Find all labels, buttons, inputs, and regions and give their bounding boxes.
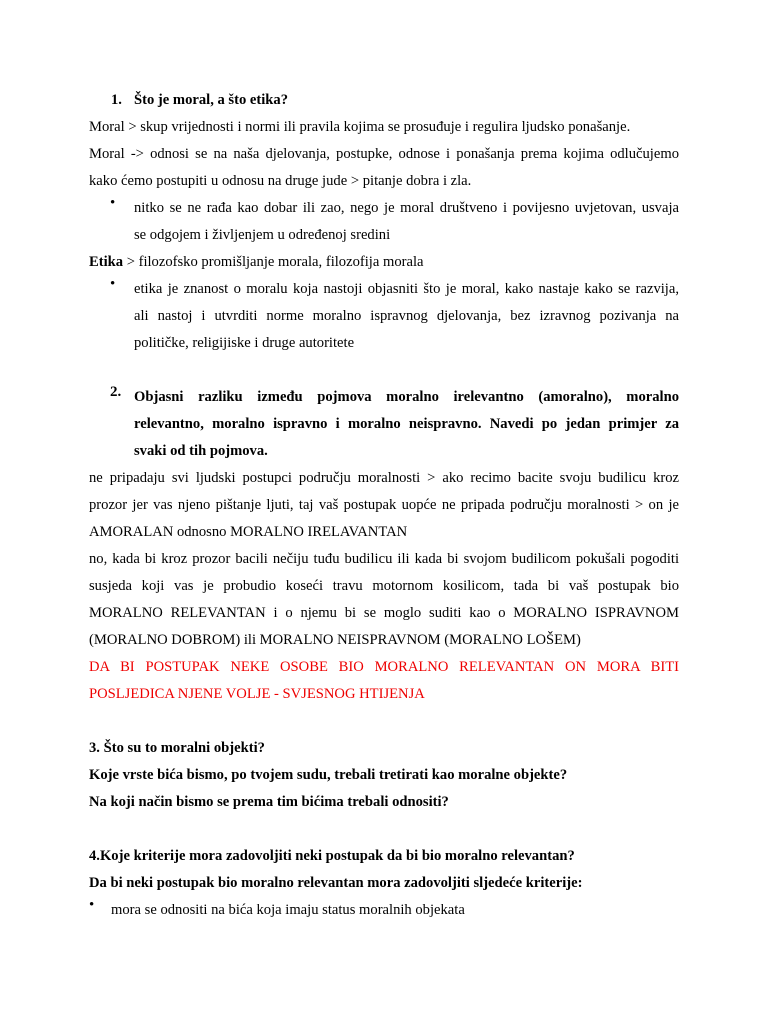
document-body [89, 87, 679, 924]
q1-etika-line [89, 249, 679, 276]
bullet-dot-icon: • [110, 276, 116, 292]
q1-bullet-2-line-3: političke, religijiske i druge autoritete [134, 335, 355, 351]
q1-bullet-2 [89, 276, 679, 357]
q3-title: 3. Što su to moralni objekti? [89, 740, 265, 756]
q2-heading [89, 384, 679, 465]
q2-red-note-line-2: POSLJEDICA NJENE VOLJE - SVJESNOG HTIJENJA [89, 686, 425, 702]
q4-bullet-1 [89, 897, 679, 924]
q1-paragraph-1: Moral > skup vrijednosti i normi ili pravila kojima se prosuđuje i regulira ljudsko ponašanje. [89, 119, 631, 135]
bullet-dot-icon: • [89, 897, 95, 913]
q2-answer-a-line-2: prozor jer vas njeno pištanje ljuti, taj vaš postupak uopće ne pripada području moralnosti > on je [89, 497, 679, 513]
q2-number: 2. [110, 384, 122, 400]
q1-heading [89, 87, 679, 114]
q2-answer-c-line-1: no, kada bi kroz prozor bacili nečiju tuđu budilicu ili kada bi svojom budilicom pokušali pogoditi [89, 551, 679, 567]
q3-sub-question-1: Koje vrste bića bismo, po tvojem sudu, trebali tretirati kao moralne objekte? [89, 767, 568, 783]
q2-title-line-2: relevantno, moralno ispravno i moralno neispravno. Navedi po jedan primjer za [134, 416, 679, 432]
q2-red-note-line-1: DA BI POSTUPAK NEKE OSOBE BIO MORALNO RELEVANTAN ON MORA BITI [89, 659, 679, 675]
q2-answer-c-line-4: (MORALNO DOBROM) ili MORALNO NEISPRAVNOM (MORALNO LOŠEM) [89, 632, 581, 648]
q1-bullet-2-line-1: etika je znanost o moralu koja nastoji objasniti što je moral, kako nastaje kako se razvija, [134, 281, 679, 297]
bullet-dot-icon: • [110, 195, 116, 211]
q2-answer-a-line-1: ne pripadaju svi ljudski postupci području moralnosti > ako recimo bacite svoju budilicu kroz [89, 470, 679, 486]
q1-bullet-1 [89, 195, 679, 249]
q2-title-line-3: svaki od tih pojmova. [134, 443, 268, 459]
q3-sub-question-2: Na koji način bismo se prema tim bićima trebali odnositi? [89, 794, 449, 810]
q1-bullet-2-line-2: ali nastoj i utvrditi norme moralno ispravnog djelovanja, bez izravnog pozivanja na [134, 308, 679, 324]
q4-title: 4.Koje kriterije mora zadovoljiti neki postupak da bi bio moralno relevantan? [89, 848, 575, 864]
spacer [89, 816, 679, 843]
q1-paragraph-2-line-1: Moral -> odnosi se na naša djelovanja, postupke, odnose i ponašanja prema kojima odlučujemo [89, 146, 679, 162]
q2-title-line-1: Objasni razliku između pojmova moralno irelevantno (amoralno), moralno [134, 389, 679, 405]
etika-label: Etika [89, 254, 124, 270]
q4-answer-intro: Da bi neki postupak bio moralno relevantan mora zadovoljiti sljedeće kriterije: [89, 875, 583, 891]
q4-bullet-1-text: mora se odnositi na bića koja imaju status moralnih objekata [111, 902, 465, 918]
q1-bullet-1-line-2: se odgojem i življenjem u određenoj sredini [134, 227, 391, 243]
q1-title: Što je moral, a što etika? [134, 92, 289, 108]
q1-number: 1. [111, 92, 122, 108]
spacer [89, 708, 679, 735]
q1-bullet-1-line-1: nitko se ne rađa kao dobar ili zao, nego je moral društveno i povijesno uvjetovan, usvaja [134, 200, 679, 216]
q2-answer-c-line-2: susjeda koji vas je probudio koseći travu motornom kosilicom, tada bi vaš postupak bio [89, 578, 679, 594]
q2-answer-c-line-3: MORALNO RELEVANTAN i o njemu bi se moglo suditi kao o MORALNO ISPRAVNOM [89, 605, 679, 621]
q1-paragraph-2-line-2: kako ćemo postupiti u odnosu na druge jude > pitanje dobra i zla. [89, 173, 472, 189]
spacer [89, 357, 679, 384]
etika-definition: > filozofsko promišljanje morala, filozofija morala [123, 254, 424, 270]
q2-answer-a-line-3: AMORALAN odnosno MORALNO IRELAVANTAN [89, 524, 408, 540]
